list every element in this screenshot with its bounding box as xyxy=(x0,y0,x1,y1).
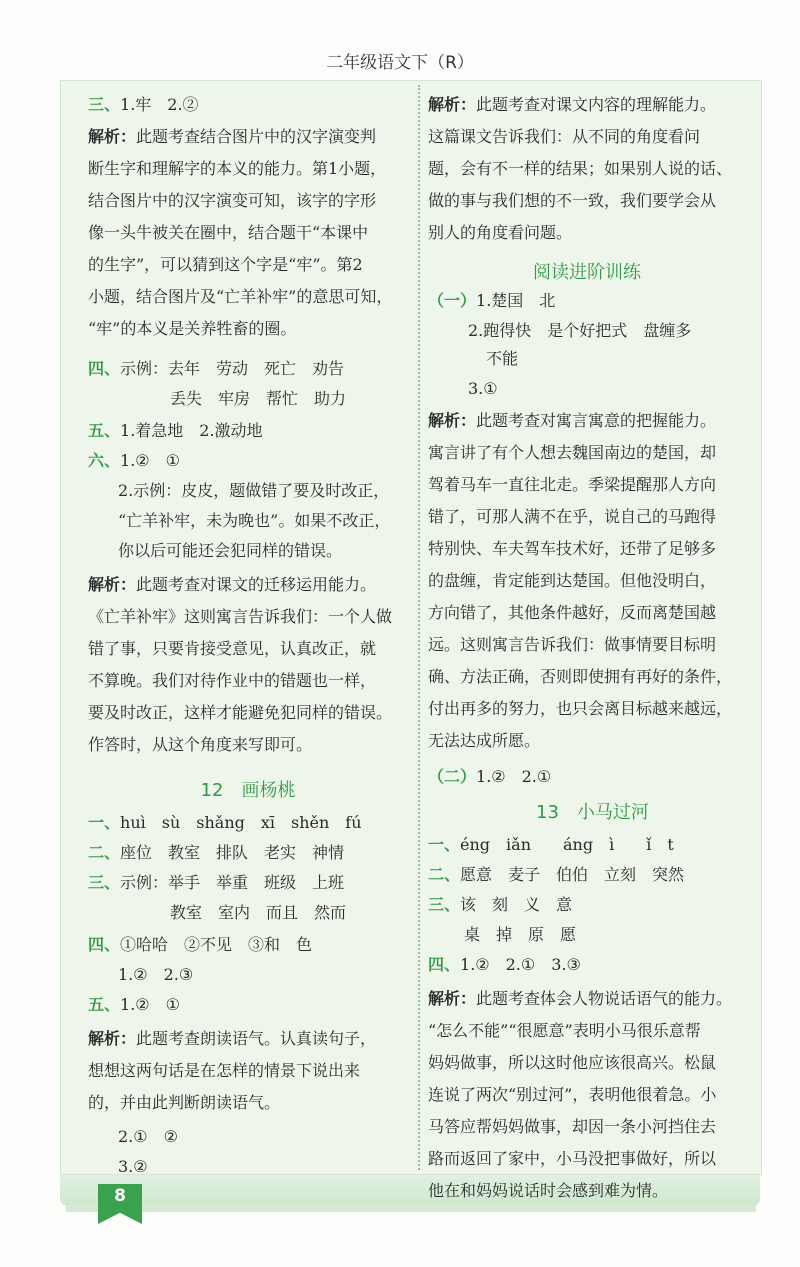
left-line xyxy=(88,606,392,628)
right-line xyxy=(428,506,716,528)
question-marker: 四、 xyxy=(88,935,121,954)
line-text: 错了，可那人满不在乎，说自己的马跑得 xyxy=(428,507,717,526)
left-line xyxy=(88,734,312,756)
right-line xyxy=(428,1148,716,1170)
right-line xyxy=(428,222,572,244)
line-text: 错了事，只要肯接受意见，认真改正，就 xyxy=(88,639,377,658)
right-line xyxy=(428,190,716,212)
left-line xyxy=(88,842,344,864)
right-line xyxy=(428,666,732,688)
line-text: 无法达成所愿。 xyxy=(428,731,541,750)
left-line xyxy=(88,574,376,596)
right-line xyxy=(428,474,716,496)
line-text: huì sù shǎng xī shěn fú xyxy=(120,813,362,832)
line-text: 妈妈做事，所以这时他应该很高兴。松鼠 xyxy=(428,1053,717,1072)
line-text: 1.② ① xyxy=(120,451,180,470)
right-line xyxy=(428,988,732,1010)
question-marker: 三、 xyxy=(428,895,461,914)
right-line xyxy=(428,570,716,592)
left-line xyxy=(88,994,180,1016)
line-text: 题，会有不一样的结果；如果别人说的话、 xyxy=(428,159,733,178)
line-text: 路而返回了家中，小马没把事做好，所以 xyxy=(428,1149,717,1168)
line-text: 断生字和理解字的本义的能力。第1小题， xyxy=(88,159,387,178)
right-line xyxy=(428,158,732,180)
line-text: “牢”的本义是关养牲畜的圈。 xyxy=(88,319,297,338)
line-text: 此题考查结合图片中的汉字演变判 xyxy=(136,127,377,146)
right-line xyxy=(428,126,700,148)
line-text: 座位 教室 排队 老实 神情 xyxy=(120,843,345,862)
line-text: 做的事与我们想的不一致，我们要学会从 xyxy=(428,191,717,210)
line-text: 想想这两句话是在怎样的情景下说出来 xyxy=(88,1061,361,1080)
line-text: 不算晚。我们对待作业中的错题也一样， xyxy=(88,671,377,690)
line-text: 方向错了，其他条件越好，反而离楚国越 xyxy=(428,603,717,622)
line-text: 1.② 2.① xyxy=(476,767,552,786)
line-text: 2.跑得快 是个好把式 盘缠多 xyxy=(468,321,692,340)
line-text: 愿意 麦子 伯伯 立刻 突然 xyxy=(460,865,685,884)
left-line xyxy=(118,510,390,532)
line-text: éng iǎn áng ì ǐ t xyxy=(460,835,674,854)
line-text: 的生字”，可以猜到这个字是“牢”。第2 xyxy=(88,255,363,274)
line-text: 1.② 2.① 3.③ xyxy=(460,955,581,974)
right-line xyxy=(428,894,572,916)
question-marker: 三、 xyxy=(88,95,121,114)
line-text: 马答应帮妈妈做事，却因一条小河挡住去 xyxy=(428,1117,717,1136)
line-text: 驾着马车一直往北走。季梁提醒那人方向 xyxy=(428,475,717,494)
right-line xyxy=(428,290,555,312)
line-text: “亡羊补牢，未为晚也”。如果不改正， xyxy=(118,511,391,530)
left-line xyxy=(118,964,193,986)
line-text: 像一头牛被关在圈中，结合题干“本课中 xyxy=(88,223,369,242)
question-marker: 五、 xyxy=(88,421,121,440)
right-line xyxy=(428,442,716,464)
right-line xyxy=(464,924,576,946)
line-text: 示例：去年 劳动 死亡 劝告 xyxy=(120,359,345,378)
right-line xyxy=(428,94,716,116)
right-line xyxy=(428,730,540,752)
line-text: 作答时，从这个角度来写即可。 xyxy=(88,735,313,754)
line-text: 教室 室内 而且 然而 xyxy=(170,903,347,922)
left-line xyxy=(170,902,346,924)
column-divider xyxy=(418,85,420,1170)
right-line xyxy=(428,698,732,720)
question-marker: 四、 xyxy=(428,955,461,974)
section-heading: 阅读进阶训练 xyxy=(533,262,641,283)
right-line xyxy=(428,1180,668,1202)
left-line xyxy=(88,670,376,692)
left-line xyxy=(88,222,368,244)
line-text: 别人的角度看问题。 xyxy=(428,223,573,242)
line-text: ①哈哈 ②不见 ③和 色 xyxy=(120,935,313,954)
line-text: 结合图片中的汉字演变可知，该字的字形 xyxy=(88,191,377,210)
right-line xyxy=(428,634,716,656)
left-line xyxy=(88,286,392,308)
line-text: 3.① xyxy=(468,379,498,398)
left-line xyxy=(170,388,346,410)
line-text: 丢失 牢房 帮忙 助力 xyxy=(170,389,347,408)
left-line xyxy=(88,190,376,212)
line-text: 2.① ② xyxy=(118,1127,178,1146)
line-text: 的盘缠，肯定能到达楚国。但他没明白， xyxy=(428,571,717,590)
left-line xyxy=(88,254,363,276)
right-line xyxy=(428,864,684,886)
question-marker: 一、 xyxy=(428,835,461,854)
line-text: 特别快、车夫驾车技术好，还带了足够多 xyxy=(428,539,717,558)
right-line xyxy=(428,1084,716,1106)
analysis-label: 解析： xyxy=(428,411,477,430)
line-text: “怎么不能”“很愿意”表明小马很乐意帮 xyxy=(428,1021,701,1040)
left-line xyxy=(118,540,342,562)
right-line xyxy=(428,1020,701,1042)
left-line xyxy=(88,126,376,148)
line-text: 2.示例：皮皮，题做错了要及时改正， xyxy=(118,481,390,500)
analysis-label: 解析： xyxy=(428,95,477,114)
line-text: 不能 xyxy=(486,349,519,368)
right-line xyxy=(428,954,581,976)
line-text: 你以后可能还会犯同样的错误。 xyxy=(118,541,343,560)
line-text: 桌 掉 原 愿 xyxy=(464,925,577,944)
left-line xyxy=(88,318,296,340)
right-line xyxy=(428,602,716,624)
line-text: 1.牢 2.② xyxy=(120,95,199,114)
question-marker: 二、 xyxy=(428,865,461,884)
line-text: 1.② 2.③ xyxy=(118,965,194,984)
question-marker: 六、 xyxy=(88,451,121,470)
left-line xyxy=(88,1028,376,1050)
line-text: 远。这则寓言告诉我们：做事情要目标明 xyxy=(428,635,717,654)
line-text: 要及时改正，这样才能避免犯同样的错误。 xyxy=(88,703,393,722)
right-line xyxy=(428,1116,716,1138)
question-marker: 一、 xyxy=(88,813,121,832)
line-text: 示例：举手 举重 班级 上班 xyxy=(120,873,345,892)
right-line xyxy=(428,410,716,432)
left-line xyxy=(88,1060,360,1082)
line-text: 连说了两次“别过河”，表明他很着急。小 xyxy=(428,1085,717,1104)
lesson-heading: 12 画杨桃 xyxy=(200,780,296,801)
section-heading: 13 小马过河 xyxy=(536,802,649,823)
analysis-label: 解析： xyxy=(88,127,137,146)
question-marker: （一） xyxy=(428,291,477,310)
left-line xyxy=(88,812,362,834)
question-marker: 五、 xyxy=(88,995,121,1014)
line-text: 此题考查体会人物说话语气的能力。 xyxy=(476,989,733,1008)
line-text: 1.着急地 2.激动地 xyxy=(120,421,263,440)
question-marker: （二） xyxy=(428,767,477,786)
page-number: 8 xyxy=(114,1186,126,1206)
right-line xyxy=(468,320,691,342)
line-text: 1.楚国 北 xyxy=(476,291,556,310)
line-text: 此题考查对课文内容的理解能力。 xyxy=(476,95,717,114)
left-line xyxy=(88,872,344,894)
line-text: 1.② ① xyxy=(120,995,180,1014)
analysis-label: 解析： xyxy=(428,989,477,1008)
right-line xyxy=(428,834,674,856)
left-line xyxy=(88,638,376,660)
line-text: 该 刻 义 意 xyxy=(460,895,573,914)
left-line xyxy=(88,420,263,442)
line-text: 这篇课文告诉我们：从不同的角度看问 xyxy=(428,127,701,146)
line-text: 付出再多的努力，也只会离目标越来越远， xyxy=(428,699,733,718)
line-text: 此题考查朗读语气。认真读句子， xyxy=(136,1029,377,1048)
right-line xyxy=(428,538,716,560)
right-line xyxy=(468,378,498,400)
line-text: 的，并由此判断朗读语气。 xyxy=(88,1093,281,1112)
left-line xyxy=(88,94,199,116)
left-line xyxy=(88,1092,280,1114)
left-line xyxy=(88,450,180,472)
left-line xyxy=(118,1126,178,1148)
analysis-label: 解析： xyxy=(88,575,137,594)
left-line xyxy=(88,702,392,724)
question-marker: 四、 xyxy=(88,359,121,378)
line-text: 小题，结合图片及“亡羊补牢”的意思可知， xyxy=(88,287,393,306)
analysis-label: 解析： xyxy=(88,1029,137,1048)
line-text: 他在和妈妈说话时会感到难为情。 xyxy=(428,1181,669,1200)
line-text: 此题考查对寓言寓意的把握能力。 xyxy=(476,411,717,430)
question-marker: 二、 xyxy=(88,843,121,862)
right-line xyxy=(486,348,518,370)
left-line xyxy=(88,158,386,180)
line-text: 3.② xyxy=(118,1157,148,1176)
question-marker: 三、 xyxy=(88,873,121,892)
left-line xyxy=(118,1156,148,1178)
line-text: 确、方法正确，否则即使拥有再好的条件， xyxy=(428,667,733,686)
page-header: 二年级语文下（R） xyxy=(326,53,474,73)
right-line xyxy=(428,1052,716,1074)
left-line xyxy=(88,358,344,380)
line-text: 《亡羊补牢》这则寓言告诉我们：一个人做 xyxy=(88,607,393,626)
left-line xyxy=(118,480,389,502)
right-line xyxy=(428,766,551,788)
line-text: 此题考查对课文的迁移运用能力。 xyxy=(136,575,377,594)
line-text: 寓言讲了有个人想去魏国南边的楚国，却 xyxy=(428,443,717,462)
left-line xyxy=(88,934,312,956)
